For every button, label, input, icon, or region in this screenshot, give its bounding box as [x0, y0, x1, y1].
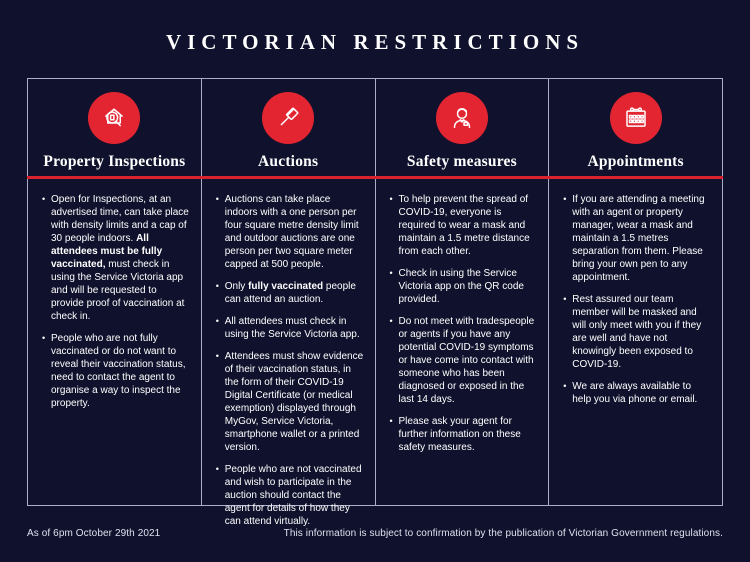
- column-property-inspections: [28, 79, 202, 505]
- column-heading: Safety measures: [406, 153, 517, 170]
- bullet-item: • All attendees must check in using the Service Victoria app.: [216, 315, 364, 341]
- bullet-list: [563, 193, 711, 406]
- bullet-item: • Attendees must show evidence of their vaccination status, in the form of their COVID-19 Digital Certificate (or medical exemption) displayed through MyGov, Service Victoria, smartphone wallet or a printed version.: [216, 350, 364, 454]
- column-heading: Property Inspections: [43, 153, 186, 170]
- bullet-item: • Please ask your agent for further information on these safety measures.: [390, 415, 538, 454]
- bullet-item: • Rest assured our team member will be masked and will only meet with you if they are well and have not knowingly been exposed to COVID-19.: [563, 293, 711, 371]
- footer-date: As of 6pm October 29th 2021: [27, 528, 161, 539]
- bullet-item: • Do not meet with tradespeople or agents if you have any potential COVID-19 symptoms or have come into contact with someone who has been diagnosed or exposed in the last 14 days.: [390, 315, 538, 406]
- calendar-icon: [610, 92, 662, 144]
- gavel-icon: [262, 92, 314, 144]
- bullet-item: • If you are attending a meeting with an agent or property manager, wear a mask and maintain a 1.5 metres separation from them. Please bring your own pen to any appointment.: [563, 193, 711, 284]
- column-heading: Appointments: [587, 153, 684, 170]
- bullet-list: [42, 193, 190, 410]
- bullet-item: • We are always available to help you via phone or email.: [563, 380, 711, 406]
- column-header: [376, 79, 549, 179]
- column-header: [202, 79, 375, 179]
- red-divider: [27, 176, 723, 179]
- bullet-list: [216, 193, 364, 528]
- restrictions-table: [27, 78, 723, 527]
- bullet-item: • To help prevent the spread of COVID-19, everyone is required to wear a mask and maintain a 1.5 metre distance from each other.: [390, 193, 538, 258]
- bullet-item: • Open for Inspections, at an advertised time, can take place with density limits and a cap of 30 people indoors. All attendees must be fully vaccinated, must check in using the Service Victoria app and will be requested to provide proof of vaccination at check in.: [42, 193, 190, 323]
- column-auctions: [202, 79, 376, 527]
- column-header: [28, 79, 201, 179]
- bullet-item: • Only fully vaccinated people can attend an auction.: [216, 280, 364, 306]
- column-appointments: [549, 79, 722, 505]
- person-mask-icon: [436, 92, 488, 144]
- house-search-icon: [88, 92, 140, 144]
- column-heading: Auctions: [258, 153, 319, 170]
- footer-disclaimer: This information is subject to confirmation by the publication of Victorian Government regulations.: [283, 528, 723, 539]
- column-header: [549, 79, 722, 179]
- footer: [27, 528, 723, 539]
- bullet-item: • Check in using the Service Victoria app on the QR code provided.: [390, 267, 538, 306]
- bullet-item: • People who are not fully vaccinated or do not want to reveal their vaccination status, need to contact the agent to organise a way to inspect the property.: [42, 332, 190, 410]
- bullet-item: • Auctions can take place indoors with a one person per four square metre density limit and outdoor auctions are one person per two square meter capped at 500 people.: [216, 193, 364, 271]
- page-title: VICTORIAN RESTRICTIONS: [165, 30, 585, 54]
- bullet-list: [390, 193, 538, 454]
- column-safety-measures: [376, 79, 550, 505]
- bullet-item: • People who are not vaccinated and wish to participate in the auction should contact the agent for details of how they can attend virtually.: [216, 463, 364, 528]
